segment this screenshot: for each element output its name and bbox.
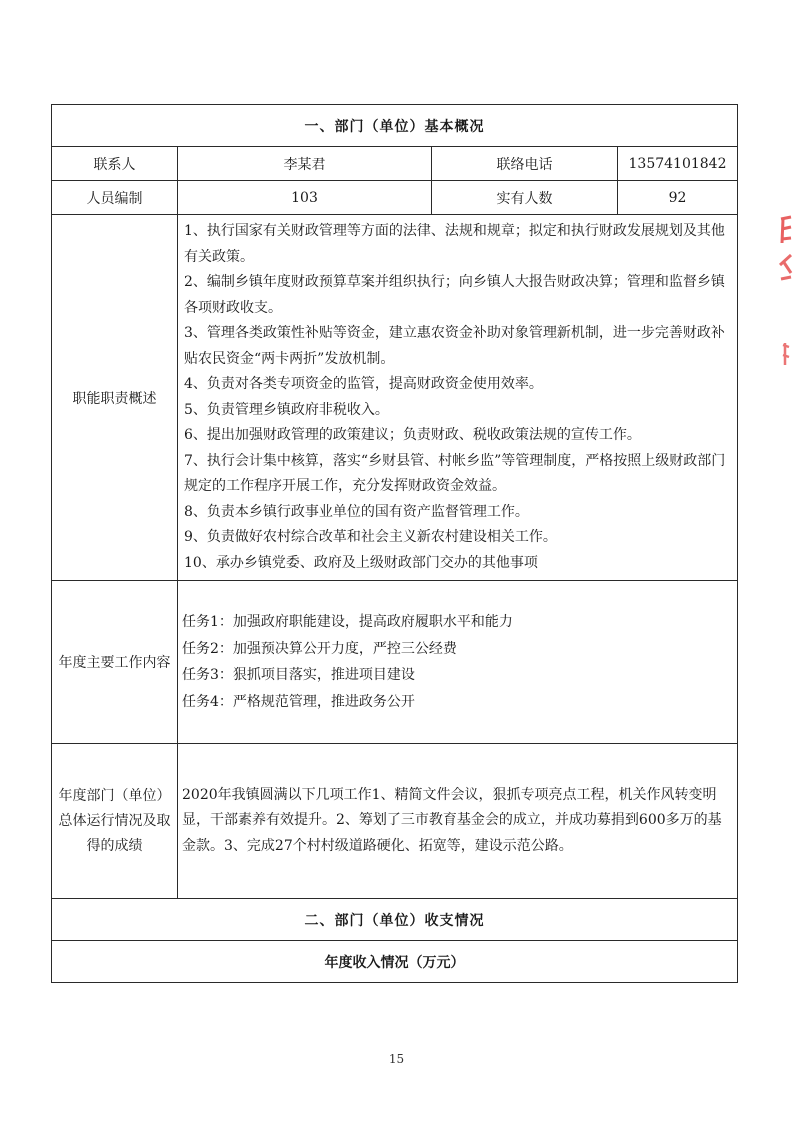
duty-item: 9、负责做好农村综合改革和社会主义新农村建设相关工作。 [184, 529, 557, 545]
contact-value: 李某君 [178, 147, 432, 181]
actual-staff-value: 92 [618, 181, 738, 215]
duty-item: 7、执行会计集中核算，落实“乡财县管、村帐乡监”等管理制度，严格按照上级财政部门规定的工作程序开展工作，充分发挥财政资金效益。 [184, 452, 726, 494]
red-stamp-fragment [769, 205, 793, 375]
duty-item: 10、承办乡镇党委、政府及上级财政部门交办的其他事项 [184, 554, 538, 571]
actual-staff-label: 实有人数 [432, 181, 618, 215]
achievements-label [52, 744, 178, 899]
achievements-label-line: 总体运行情况及取 [58, 812, 171, 829]
duty-item: 5、负责管理乡镇政府非税收入。 [184, 401, 389, 418]
achievements-label-line: 得的成绩 [86, 837, 143, 854]
contact-label: 联系人 [52, 147, 178, 181]
phone-label: 联络电话 [432, 147, 618, 181]
duty-item: 6、提出加强财政管理的政策建议；负责财政、税收政策法规的宣传工作。 [184, 427, 641, 443]
duty-item: 2、编制乡镇年度财政预算草案并组织执行；向乡镇人大报告财政决算；管理和监督乡镇各项财政收支。 [184, 274, 725, 316]
income-title: 年度收入情况（万元） [52, 941, 738, 983]
duty-item: 8、负责本乡镇行政事业单位的国有资产监督管理工作。 [184, 503, 529, 520]
task-item: 任务2：加强预决算公开力度，严控三公经费 [182, 640, 457, 657]
task-item: 任务4：严格规范管理，推进政务公开 [182, 693, 415, 710]
duties-content [178, 215, 738, 581]
tasks-label: 年度主要工作内容 [52, 581, 178, 744]
phone-value: 13574101842 [618, 147, 738, 181]
duty-item: 3、管理各类政策性补贴等资金，建立惠农资金补助对象管理新机制，进一步完善财政补贴农民资金“两卡两折”发放机制。 [184, 325, 725, 367]
duty-item: 1、执行国家有关财政管理等方面的法律、法规和规章；拟定和执行财政发展规划及其他有关政策。 [184, 223, 725, 265]
staff-quota-label: 人员编制 [52, 181, 178, 215]
tasks-content [178, 581, 738, 744]
task-item: 任务1：加强政府职能建设，提高政府履职水平和能力 [182, 614, 513, 630]
duties-label: 职能职责概述 [52, 215, 178, 581]
achievements-label-line: 年度部门（单位） [58, 787, 171, 804]
staff-quota-value: 103 [178, 181, 432, 215]
page-number: 15 [388, 1052, 405, 1066]
basic-info-table [51, 104, 738, 983]
section1-title: 一、部门（单位）基本概况 [52, 105, 738, 147]
duty-item: 4、负责对各类专项资金的监管，提高财政资金使用效率。 [184, 376, 543, 392]
task-item: 任务3：狠抓项目落实，推进项目建设 [182, 667, 415, 683]
achievements-content: 2020年我镇圆满以下几项工作1、精简文件会议，狠抓专项亮点工程，机关作风转变明显，干部素养有效提升。2、筹划了三市教育基金会的成立，并成功募捐到600多万的基金款。3、完成27个村村级道路硬化、拓宽等，建设示范公路。 [178, 744, 738, 899]
section2-title: 二、部门（单位）收支情况 [52, 899, 738, 941]
